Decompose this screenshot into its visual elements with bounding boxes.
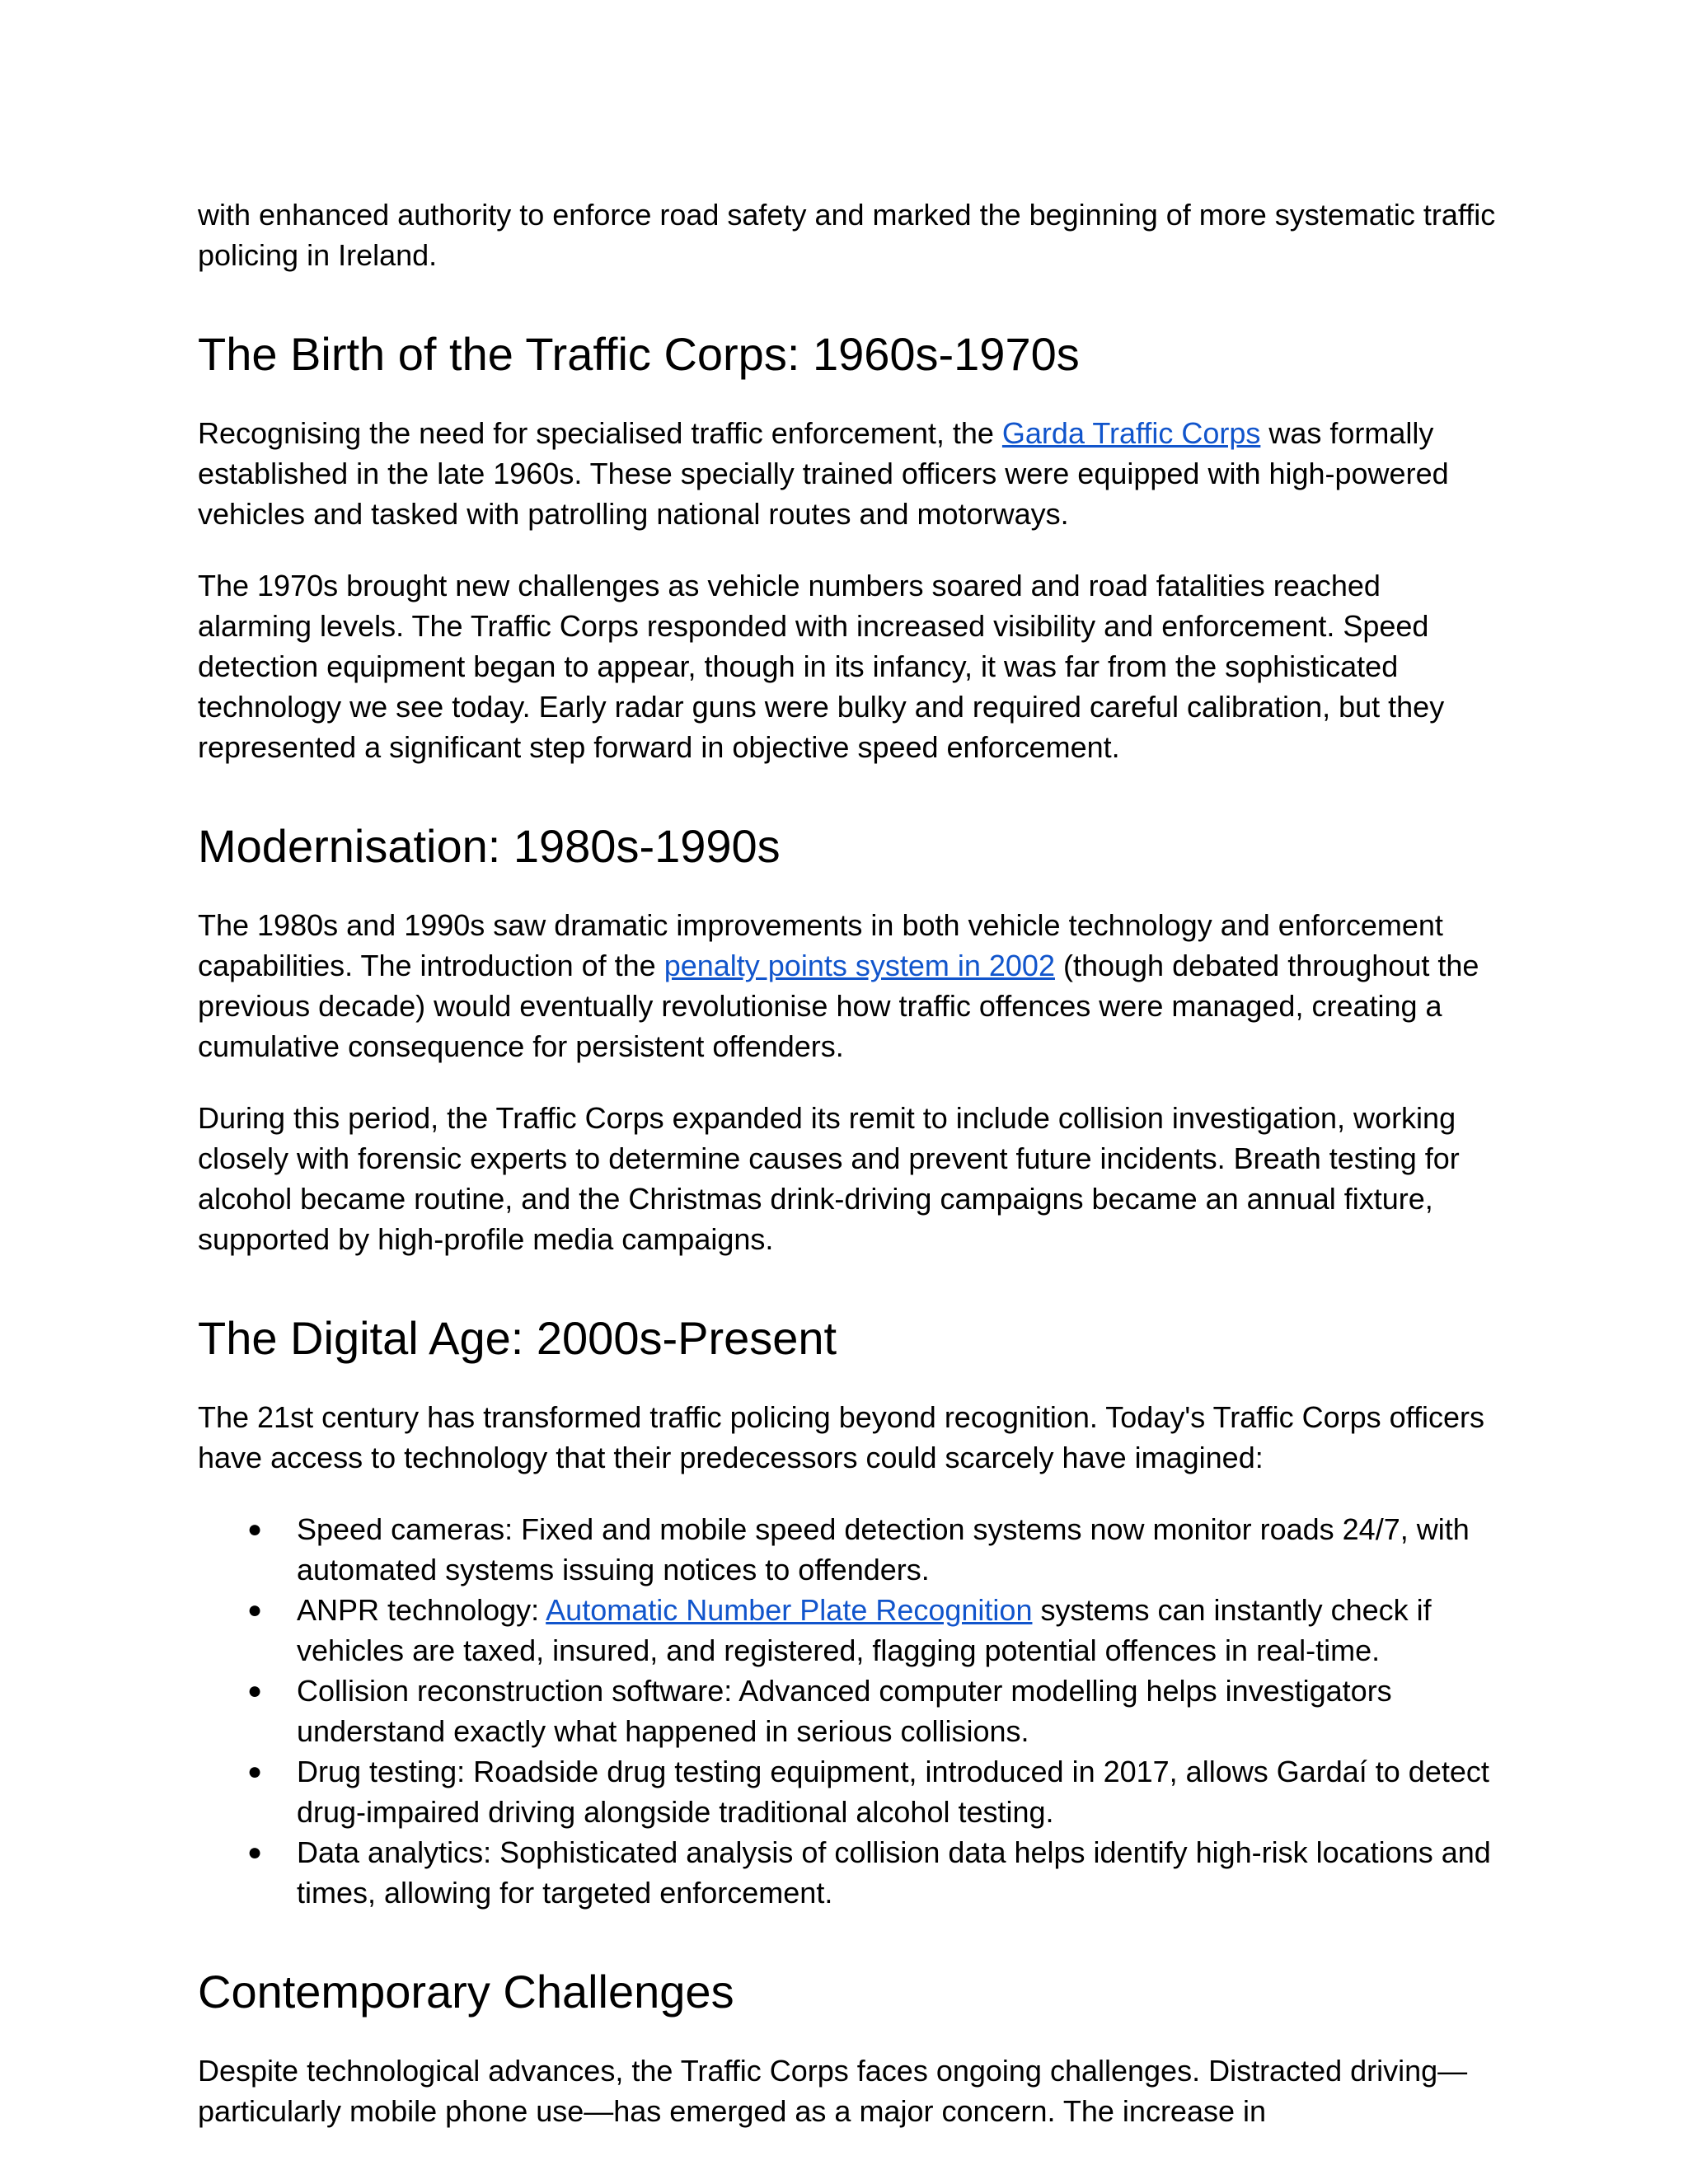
list-item — [198, 1509, 1500, 1590]
modern-p1-text-after: (though debated throughout the previous decade) would eventually revolutionise how traffic offences were managed, creating a cumulative consequence for persistent offenders. — [198, 949, 1479, 1063]
penalty-points-link[interactable]: penalty points system in 2002 — [663, 949, 1055, 982]
list-item — [198, 1751, 1500, 1832]
list-item — [198, 1832, 1500, 1913]
list-item-text: Speed cameras: Fixed and mobile speed detection systems now monitor roads 24/7, with automated systems issuing notices to offenders. — [297, 1512, 1470, 1586]
list-item-text-before: ANPR technology: — [297, 1593, 546, 1627]
anpr-link[interactable]: Automatic Number Plate Recognition — [546, 1593, 1033, 1627]
section-heading-contemporary: Contemporary Challenges — [198, 1966, 734, 2018]
intro-paragraph: with enhanced authority to enforce road safety and marked the beginning of more systematic traffic policing in Ireland. — [198, 198, 1496, 272]
bullet-icon: ● — [247, 1677, 263, 1704]
birth-p1-text-after: was formally established in the late 1960s. These specially trained officers were equipped with high-powered vehicles and tasked with patrolling national routes and motorways. — [198, 416, 1449, 531]
bullet-icon: ● — [247, 1516, 263, 1543]
list-item-text: Collision reconstruction software: Advanced computer modelling helps investigators understand exactly what happened in serious collisions. — [297, 1674, 1392, 1748]
birth-paragraph-1 — [198, 413, 1500, 534]
section-heading-modernisation: Modernisation: 1980s-1990s — [198, 820, 781, 872]
digital-paragraph-1: The 21st century has transformed traffic policing beyond recognition. Today's Traffic Corps officers have access to technology that their predecessors could scarcely have imagined: — [198, 1400, 1485, 1474]
garda-traffic-corps-link[interactable]: Garda Traffic Corps — [1001, 416, 1261, 450]
list-item — [198, 1590, 1500, 1671]
bullet-icon: ● — [247, 1839, 263, 1866]
list-item-text: Data analytics: Sophisticated analysis of collision data helps identify high-risk locations and times, allowing for targeted enforcement. — [297, 1835, 1491, 1910]
birth-p1-text-before: Recognising the need for specialised traffic enforcement, the — [198, 416, 1002, 450]
modernisation-paragraph-2: During this period, the Traffic Corps expanded its remit to include collision investigation, working closely with forensic experts to determine causes and prevent future incidents. Breath testing for alcohol became routine, and the Christmas drink-driving campaigns became an annual fixture, supported by high-profile media campaigns. — [198, 1101, 1460, 1256]
contemporary-paragraph-1: Despite technological advances, the Traffic Corps faces ongoing challenges. Distracted driving—particularly mobile phone use—has emerged as a major concern. The increase in — [198, 2054, 1468, 2128]
technology-list — [198, 1509, 1500, 1913]
list-item-text-after: systems can instantly check if vehicles are taxed, insured, and registered, flagging potential offences in real-time. — [297, 1593, 1432, 1667]
section-heading-birth: The Birth of the Traffic Corps: 1960s-1970s — [198, 328, 1080, 380]
list-item-text: Drug testing: Roadside drug testing equipment, introduced in 2017, allows Gardaí to detect drug-impaired driving alongside traditional alcohol testing. — [297, 1755, 1489, 1829]
list-item — [198, 1671, 1500, 1751]
modern-p1-text-before: The 1980s and 1990s saw dramatic improvements in both vehicle technology and enforcement capabilities. The introduction of the — [198, 908, 1443, 982]
modernisation-paragraph-1 — [198, 905, 1500, 1066]
bullet-icon: ● — [247, 1758, 263, 1785]
birth-paragraph-2: The 1970s brought new challenges as vehicle numbers soared and road fatalities reached alarming levels. The Traffic Corps responded with increased visibility and enforcement. Speed detection equipment began to appear, though in its infancy, it was far from the sophisticated technology we see today. Early radar guns were bulky and required careful calibration, but they represented a significant step forward in objective speed enforcement. — [198, 569, 1445, 764]
document-page — [198, 194, 1500, 2131]
bullet-icon: ● — [247, 1596, 263, 1624]
section-heading-digital-age: The Digital Age: 2000s-Present — [198, 1312, 837, 1364]
